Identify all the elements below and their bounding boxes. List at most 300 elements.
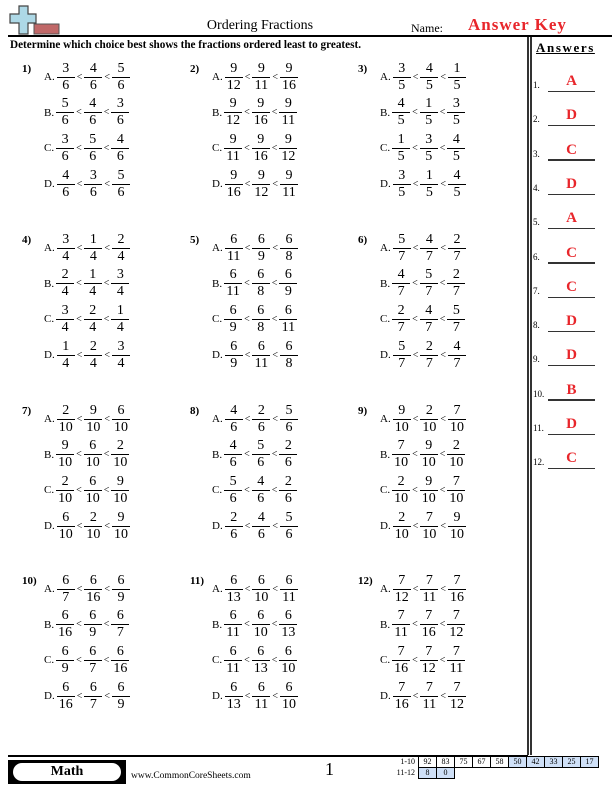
numerator: 9 <box>285 60 293 76</box>
numerator: 1 <box>425 167 433 183</box>
numerator: 7 <box>425 509 433 525</box>
fraction <box>225 233 243 264</box>
fraction <box>111 133 129 164</box>
numerator: 2 <box>397 473 405 489</box>
problem <box>358 231 518 394</box>
fraction <box>112 62 130 93</box>
numerator: 7 <box>425 679 433 695</box>
choice-letter: B. <box>380 618 391 631</box>
numerator: 6 <box>285 679 293 695</box>
fraction <box>224 133 242 164</box>
answer-choice <box>212 509 299 543</box>
denominator: 7 <box>420 355 438 371</box>
numerator: 4 <box>257 509 265 525</box>
fraction <box>252 340 270 371</box>
numerator: 7 <box>397 643 405 659</box>
fraction <box>252 62 270 93</box>
answer-row <box>533 96 603 126</box>
less-than-symbol: < <box>272 690 278 702</box>
numerator: 7 <box>398 679 406 695</box>
fraction <box>252 609 270 640</box>
answer-choice <box>380 302 466 336</box>
answer-choice <box>44 509 131 543</box>
score-cell: 8 <box>419 768 437 779</box>
denominator: 10 <box>58 490 73 506</box>
choice-letter: B. <box>44 618 55 631</box>
fraction <box>420 404 438 435</box>
score-row <box>393 768 599 779</box>
choice-letter: B. <box>212 448 223 461</box>
denominator: 7 <box>392 319 410 335</box>
less-than-symbol: < <box>412 278 418 290</box>
numerator: 6 <box>257 267 265 283</box>
less-than-symbol: < <box>412 178 419 190</box>
numerator: 4 <box>229 438 237 454</box>
problem-number: 2) <box>190 63 200 75</box>
denominator: 10 <box>86 419 101 435</box>
denominator: 9 <box>225 355 243 371</box>
fraction <box>420 340 438 371</box>
less-than-symbol: < <box>440 690 446 702</box>
problem <box>22 231 182 394</box>
fraction <box>111 609 129 640</box>
denominator: 6 <box>224 490 242 506</box>
less-than-symbol: < <box>244 278 250 290</box>
denominator: 7 <box>448 355 466 371</box>
choice-letter: A. <box>380 413 391 425</box>
choice-letter: A. <box>380 71 391 83</box>
answer-choice <box>212 167 299 201</box>
fraction <box>393 511 411 542</box>
page-number: 1 <box>325 759 334 779</box>
choice-letter: A. <box>212 242 223 254</box>
fraction <box>280 233 298 264</box>
fraction <box>112 574 130 605</box>
problem <box>22 402 182 565</box>
denominator: 6 <box>280 526 298 542</box>
choice-letter: B. <box>212 618 223 631</box>
less-than-symbol: < <box>440 178 446 190</box>
problem <box>358 572 518 735</box>
fraction <box>225 404 243 435</box>
numerator: 1 <box>116 302 124 318</box>
less-than-symbol: < <box>76 142 82 154</box>
fraction <box>420 133 438 164</box>
problem <box>358 402 518 565</box>
fraction <box>420 574 438 605</box>
fraction <box>224 439 242 470</box>
less-than-symbol: < <box>440 71 446 83</box>
choice-letter: D. <box>44 349 55 362</box>
less-than-symbol: < <box>103 107 110 119</box>
denominator: 6 <box>57 77 75 93</box>
less-than-symbol: < <box>103 619 110 631</box>
numerator: 6 <box>89 679 97 695</box>
denominator: 11 <box>420 589 438 605</box>
denominator: 11 <box>392 624 410 640</box>
numerator: 3 <box>89 167 97 183</box>
answer-choice <box>212 679 299 713</box>
denominator: 11 <box>252 77 270 93</box>
answer-choice <box>380 167 467 201</box>
denominator: 16 <box>394 696 409 712</box>
answer-value: C <box>566 278 577 295</box>
fraction <box>112 404 130 435</box>
score-cell: 17 <box>581 757 599 768</box>
denominator: 12 <box>254 184 269 200</box>
denominator: 16 <box>281 77 296 93</box>
fraction <box>224 645 242 676</box>
less-than-symbol: < <box>104 520 110 532</box>
fraction <box>57 681 75 712</box>
fraction <box>420 439 438 470</box>
less-than-symbol: < <box>412 313 418 325</box>
fraction <box>447 609 465 640</box>
fraction <box>84 511 102 542</box>
numerator: 6 <box>230 679 238 695</box>
score-cell: 0 <box>437 768 455 779</box>
answer-row <box>533 199 603 229</box>
answer-blank-line <box>548 91 595 92</box>
numerator: 6 <box>116 608 124 624</box>
answer-row <box>533 371 603 401</box>
answer-value: A <box>566 73 577 89</box>
less-than-symbol: < <box>76 349 83 361</box>
numerator: 5 <box>89 131 97 147</box>
answer-choice <box>212 473 298 507</box>
fraction <box>448 574 466 605</box>
problem-number: 6) <box>358 234 368 246</box>
choice-letter: B. <box>44 106 55 119</box>
numerator: 4 <box>257 473 265 489</box>
fraction <box>420 645 438 676</box>
answer-number: 8. <box>533 320 540 331</box>
less-than-symbol: < <box>412 619 418 631</box>
denominator: 11 <box>252 355 270 371</box>
less-than-symbol: < <box>440 349 446 361</box>
fraction <box>447 475 465 506</box>
answer-row <box>533 268 603 298</box>
answer-choice <box>44 679 131 713</box>
logo <box>8 4 60 36</box>
numerator: 9 <box>230 60 238 76</box>
denominator: 9 <box>112 589 130 605</box>
answer-number: 10. <box>533 388 545 399</box>
denominator: 4 <box>56 283 74 299</box>
numerator: 3 <box>61 302 69 318</box>
answer-choice <box>212 267 298 301</box>
less-than-symbol: < <box>244 520 251 532</box>
choice-letter: C. <box>212 654 223 667</box>
fraction <box>84 475 102 506</box>
choice-letter: D. <box>212 178 223 191</box>
numerator: 6 <box>229 267 237 283</box>
less-than-symbol: < <box>103 449 110 461</box>
score-cell: 83 <box>437 757 455 768</box>
fraction <box>57 169 75 200</box>
plus-logo-icon <box>8 4 60 36</box>
fraction <box>393 404 411 435</box>
choice-letter: B. <box>212 277 223 290</box>
numerator: 5 <box>117 60 125 76</box>
numerator: 1 <box>425 96 433 112</box>
answer-choice <box>44 608 130 642</box>
numerator: 2 <box>284 473 292 489</box>
problem <box>190 60 350 223</box>
denominator: 4 <box>111 319 129 335</box>
choice-letter: D. <box>212 349 223 362</box>
choice-letter: A. <box>44 583 55 595</box>
answer-number: 2. <box>533 114 540 125</box>
answer-choice <box>380 473 466 507</box>
numerator: 4 <box>452 131 460 147</box>
denominator: 12 <box>421 660 436 676</box>
less-than-symbol: < <box>244 619 250 631</box>
less-than-symbol: < <box>76 107 82 119</box>
numerator: 5 <box>425 267 433 283</box>
numerator: 3 <box>398 60 406 76</box>
less-than-symbol: < <box>271 142 278 154</box>
denominator: 7 <box>420 248 438 264</box>
fraction <box>392 268 410 299</box>
less-than-symbol: < <box>103 654 110 666</box>
less-than-symbol: < <box>439 484 446 496</box>
denominator: 9 <box>84 624 102 640</box>
numerator: 3 <box>62 60 70 76</box>
denominator: 11 <box>252 696 270 712</box>
answer-choice <box>44 338 131 372</box>
numerator: 1 <box>62 338 70 354</box>
fraction <box>393 169 411 200</box>
answer-choice <box>44 231 131 265</box>
less-than-symbol: < <box>439 654 446 666</box>
fraction <box>57 511 75 542</box>
name-label: Name: <box>411 21 443 35</box>
less-than-symbol: < <box>244 242 251 254</box>
less-than-symbol: < <box>440 520 446 532</box>
fraction <box>252 475 270 506</box>
less-than-symbol: < <box>272 242 278 254</box>
denominator: 12 <box>449 625 464 641</box>
fraction <box>279 475 297 506</box>
numerator: 6 <box>284 643 292 659</box>
denominator: 10 <box>394 455 409 471</box>
denominator: 4 <box>57 355 75 371</box>
denominator: 10 <box>421 490 436 506</box>
less-than-symbol: < <box>272 413 278 425</box>
numerator: 6 <box>257 302 265 318</box>
fraction <box>448 233 466 264</box>
denominator: 7 <box>448 248 466 264</box>
score-row <box>393 757 599 768</box>
denominator: 12 <box>281 148 296 164</box>
denominator: 11 <box>279 319 297 335</box>
fraction <box>111 304 129 335</box>
less-than-symbol: < <box>271 278 278 290</box>
answer-number: 3. <box>533 148 540 159</box>
numerator: 5 <box>398 338 406 354</box>
fraction <box>252 133 270 164</box>
problem <box>190 572 350 735</box>
fraction <box>84 681 102 712</box>
less-than-symbol: < <box>103 278 110 290</box>
denominator: 13 <box>226 589 241 605</box>
numerator: 4 <box>453 338 461 354</box>
problem-number: 8) <box>190 405 200 417</box>
numerator: 2 <box>61 473 69 489</box>
fraction <box>448 340 466 371</box>
answer-choice <box>44 473 130 507</box>
instructions: Determine which choice best shows the fractions ordered least to greatest. <box>10 39 361 51</box>
numerator: 4 <box>89 60 97 76</box>
numerator: 9 <box>229 131 237 147</box>
subject-badge: Math <box>13 763 121 781</box>
denominator: 13 <box>253 660 268 676</box>
numerator: 6 <box>229 302 237 318</box>
numerator: 9 <box>230 167 238 183</box>
fraction <box>392 609 410 640</box>
less-than-symbol: < <box>440 583 446 595</box>
numerator: 6 <box>257 572 265 588</box>
denominator: 9 <box>252 248 270 264</box>
fraction <box>224 475 242 506</box>
choice-letter: D. <box>212 690 223 703</box>
denominator: 11 <box>279 112 297 128</box>
less-than-symbol: < <box>272 349 278 361</box>
less-than-symbol: < <box>244 690 251 702</box>
numerator: 4 <box>62 167 70 183</box>
denominator: 5 <box>420 77 438 93</box>
less-than-symbol: < <box>272 520 278 532</box>
answer-number: 6. <box>533 251 540 262</box>
denominator: 10 <box>281 696 296 712</box>
answer-blank-line <box>548 468 595 469</box>
less-than-symbol: < <box>76 313 82 325</box>
numerator: 3 <box>116 96 124 112</box>
denominator: 11 <box>224 148 242 164</box>
denominator: 8 <box>280 355 298 371</box>
fraction <box>393 681 411 712</box>
fraction <box>252 304 270 335</box>
numerator: 3 <box>425 131 433 147</box>
less-than-symbol: < <box>104 242 110 254</box>
numerator: 6 <box>89 473 97 489</box>
denominator: 5 <box>392 112 410 128</box>
numerator: 6 <box>117 402 125 418</box>
answer-blank-line <box>548 297 595 298</box>
answer-value: B <box>566 381 577 398</box>
fraction <box>392 645 410 676</box>
denominator: 10 <box>421 455 436 471</box>
fraction <box>56 304 74 335</box>
fraction <box>111 645 129 676</box>
answer-choice <box>44 402 131 436</box>
denominator: 12 <box>394 589 409 605</box>
numerator: 7 <box>397 438 405 454</box>
less-than-symbol: < <box>104 413 110 425</box>
denominator: 11 <box>420 696 438 712</box>
fraction <box>279 268 297 299</box>
denominator: 5 <box>447 148 465 164</box>
numerator: 6 <box>284 302 292 318</box>
denominator: 6 <box>279 490 297 506</box>
problem-number: 12) <box>358 575 373 587</box>
denominator: 11 <box>225 248 243 264</box>
denominator: 5 <box>392 148 410 164</box>
fraction <box>112 233 130 264</box>
less-than-symbol: < <box>271 313 278 325</box>
fraction <box>447 97 465 128</box>
denominator: 11 <box>447 660 465 676</box>
fraction <box>279 304 297 335</box>
choice-letter: D. <box>212 520 223 533</box>
denominator: 9 <box>279 283 297 299</box>
choice-letter: A. <box>380 583 391 595</box>
less-than-symbol: < <box>439 313 446 325</box>
answer-value: D <box>566 175 577 192</box>
answer-choice <box>380 131 466 165</box>
numerator: 3 <box>61 131 69 147</box>
choice-letter: B. <box>212 106 223 119</box>
denominator: 10 <box>422 419 437 435</box>
less-than-symbol: < <box>412 520 419 532</box>
denominator: 10 <box>85 490 100 506</box>
numerator: 1 <box>453 60 461 76</box>
denominator: 16 <box>449 589 464 605</box>
numerator: 9 <box>116 473 124 489</box>
denominator: 7 <box>420 319 438 335</box>
numerator: 2 <box>452 438 460 454</box>
numerator: 5 <box>61 96 69 112</box>
answer-choice <box>212 572 299 606</box>
numerator: 1 <box>397 131 405 147</box>
fraction <box>57 62 75 93</box>
fraction <box>112 169 130 200</box>
answer-choice <box>380 679 467 713</box>
denominator: 6 <box>112 184 130 200</box>
score-cell: 92 <box>419 757 437 768</box>
site-url: www.CommonCoreSheets.com <box>131 771 251 781</box>
denominator: 16 <box>394 660 409 676</box>
fraction <box>447 268 465 299</box>
numerator: 4 <box>425 60 433 76</box>
denominator: 6 <box>56 112 74 128</box>
fraction <box>112 681 130 712</box>
numerator: 9 <box>284 131 292 147</box>
fraction <box>57 574 75 605</box>
numerator: 4 <box>397 267 405 283</box>
problem <box>190 231 350 394</box>
numerator: 7 <box>452 643 460 659</box>
fraction <box>111 475 129 506</box>
numerator: 6 <box>89 608 97 624</box>
less-than-symbol: < <box>440 413 446 425</box>
answer-choice <box>212 231 299 265</box>
fraction <box>84 233 102 264</box>
denominator: 6 <box>84 77 102 93</box>
choice-letter: B. <box>380 277 391 290</box>
answer-row <box>533 302 603 332</box>
denominator: 4 <box>112 355 130 371</box>
fraction <box>420 681 438 712</box>
problem-number: 5) <box>190 234 200 246</box>
fraction <box>392 439 410 470</box>
denominator: 6 <box>252 526 270 542</box>
numerator: 6 <box>61 608 69 624</box>
answer-choice <box>44 96 130 130</box>
numerator: 2 <box>89 302 97 318</box>
fraction <box>112 511 130 542</box>
